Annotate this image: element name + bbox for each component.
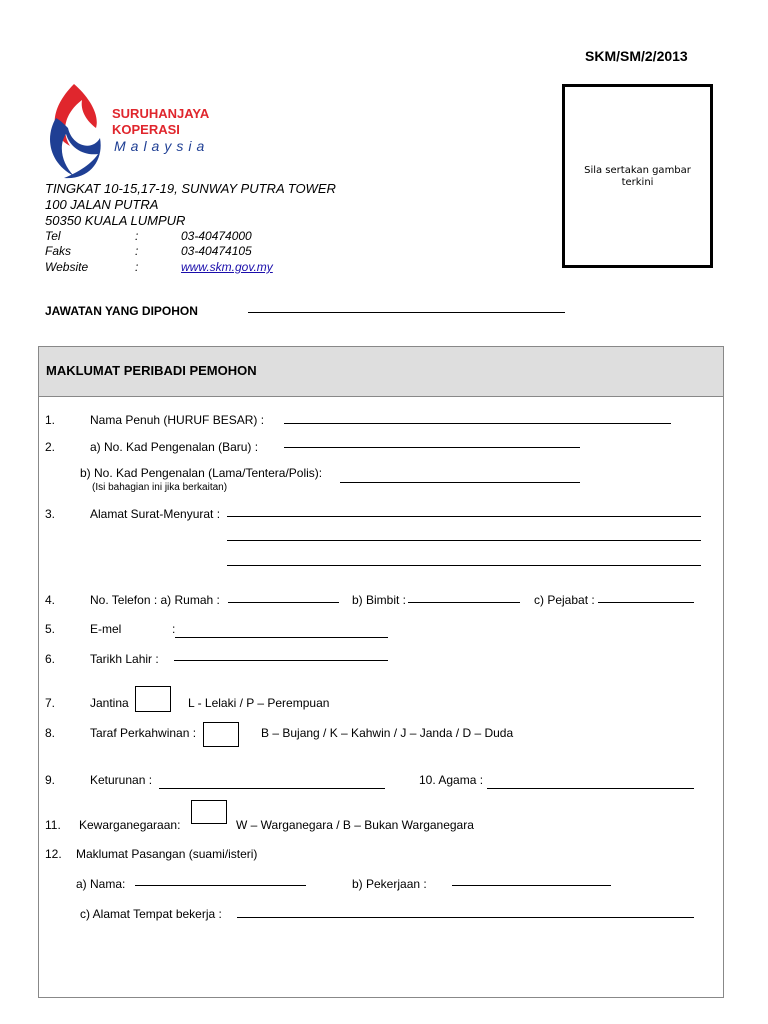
ic-new-field[interactable] (284, 447, 580, 448)
item-number: 5. (45, 622, 56, 636)
spouse-job-field[interactable] (452, 885, 611, 886)
item-number: 4. (45, 593, 56, 607)
logo-line1: SURUHANJAYA (112, 106, 210, 121)
tel-colon: : (135, 229, 139, 243)
photo-box-text: Sila sertakan gambar terkini (584, 165, 691, 188)
logo-line3: Malaysia (114, 138, 210, 154)
item-number: 1. (45, 413, 56, 427)
gender-options: L - Lelaki / P – Perempuan (188, 696, 330, 710)
address-line2: 100 JALAN PUTRA (45, 197, 159, 212)
full-name-label: Nama Penuh (HURUF BESAR) : (90, 413, 265, 427)
website-colon: : (135, 260, 139, 274)
spouse-info-label: Maklumat Pasangan (suami/isteri) (76, 847, 258, 861)
dob-label: Tarikh Lahir : (90, 652, 159, 666)
gender-checkbox[interactable] (135, 686, 171, 712)
fax-value: 03-40474105 (181, 244, 252, 258)
spouse-job-label: b) Pekerjaan : (352, 877, 427, 891)
form-code: SKM/SM/2/2013 (585, 48, 688, 64)
item-number: 3. (45, 507, 56, 521)
religion-label: 10. Agama : (419, 773, 484, 787)
jawatan-label: JAWATAN YANG DIPOHON (45, 304, 198, 318)
section-title: MAKLUMAT PERIBADI PEMOHON (46, 363, 257, 378)
logo-line2: KOPERASI (112, 122, 180, 137)
tel-value: 03-40474000 (181, 229, 252, 243)
spouse-work-address-field[interactable] (237, 917, 694, 918)
spouse-name-field[interactable] (135, 885, 306, 886)
phone-home-field[interactable] (228, 602, 339, 603)
marital-options: B – Bujang / K – Kahwin / J – Janda / D – Duda (261, 726, 514, 740)
item-number: 7. (45, 696, 56, 710)
item-number: 11. (45, 818, 61, 832)
phone-office-label: c) Pejabat : (534, 593, 595, 607)
religion-field[interactable] (487, 788, 694, 789)
email-field[interactable] (175, 637, 388, 638)
item-number: 6. (45, 652, 56, 666)
address-field-line3[interactable] (227, 565, 701, 566)
jawatan-field[interactable] (248, 312, 565, 313)
skm-logo (44, 82, 234, 182)
dob-field[interactable] (174, 660, 388, 661)
phone-mobile-label: b) Bimbit : (352, 593, 407, 607)
marital-label: Taraf Perkahwinan : (90, 726, 197, 740)
item-number: 9. (45, 773, 56, 787)
tel-label: Tel (45, 229, 61, 243)
email-colon: : (172, 622, 176, 636)
gender-label: Jantina (90, 696, 129, 710)
email-label: E-mel (90, 622, 122, 636)
citizenship-checkbox[interactable] (191, 800, 227, 824)
fax-colon: : (135, 244, 139, 258)
ic-old-label: b) No. Kad Pengenalan (Lama/Tentera/Polis): (80, 466, 323, 480)
address-line1: TINGKAT 10-15,17-19, SUNWAY PUTRA TOWER (45, 181, 336, 196)
ic-old-note: (Isi bahagian ini jika berkaitan) (92, 482, 228, 493)
address-label: Alamat Surat-Menyurat : (90, 507, 221, 521)
item-number: 2. (45, 440, 56, 454)
ethnicity-label: Keturunan : (90, 773, 153, 787)
address-field-line2[interactable] (227, 540, 701, 541)
ethnicity-field[interactable] (159, 788, 385, 789)
item-number: 12. (45, 847, 62, 861)
website-label: Website (45, 260, 89, 274)
photo-box[interactable] (562, 84, 713, 268)
website-link[interactable]: www.skm.gov.my (181, 260, 273, 274)
spouse-name-label: a) Nama: (76, 877, 126, 891)
spouse-work-address-label: c) Alamat Tempat bekerja : (80, 907, 222, 921)
fax-label: Faks (45, 244, 72, 258)
phone-mobile-field[interactable] (408, 602, 520, 603)
marital-checkbox[interactable] (203, 722, 239, 747)
item-number: 8. (45, 726, 56, 740)
skm-flame-icon (44, 82, 104, 182)
citizenship-label: Kewarganegaraan: (79, 818, 181, 832)
ic-new-label: a) No. Kad Pengenalan (Baru) : (90, 440, 259, 454)
address-line3: 50350 KUALA LUMPUR (45, 213, 186, 228)
phone-home-label: No. Telefon : a) Rumah : (90, 593, 220, 607)
phone-office-field[interactable] (598, 602, 694, 603)
address-field-line1[interactable] (227, 516, 701, 517)
ic-old-field[interactable] (340, 482, 580, 483)
citizenship-options: W – Warganegara / B – Bukan Warganegara (236, 818, 474, 832)
full-name-field[interactable] (284, 423, 671, 424)
